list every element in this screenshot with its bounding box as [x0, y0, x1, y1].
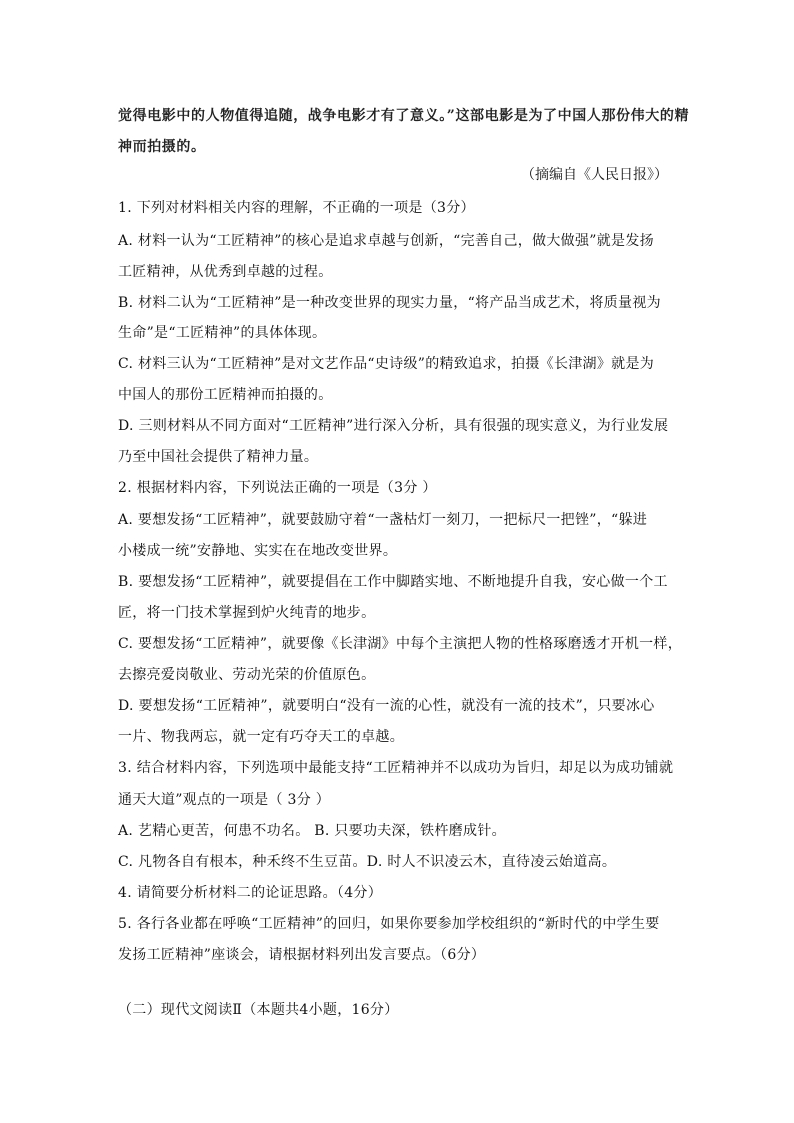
question-3-options-cd: C. 凡物各自有根本，种禾终不生豆苗。D. 时人不识凌云木，直待凌云始道高。 [118, 854, 617, 870]
question-5-stem: 5. 各行各业都在呼唤“工匠精神”的回归，如果你要参加学校组织的“新时代的中学生要 [118, 916, 660, 932]
question-2-option-d-cont: 一片、物我两忘，就一定有巧夺天工的卓越。 [118, 729, 404, 745]
question-1-option-c: C. 材料三认为“工匠精神”是对文艺作品“史诗级”的精致追求，拍摄《长津湖》就是为 [118, 356, 655, 372]
question-2-option-d: D. 要想发扬“工匠精神”，就要明白“没有一流的心性，就没有一流的技术”，只要冰心 [118, 698, 655, 714]
question-1-option-c-cont: 中国人的那份工匠精神而拍摄的。 [118, 387, 333, 403]
question-1-option-d: D. 三则材料从不同方面对“工匠精神”进行深入分析，具有很强的现实意义，为行业发展 [118, 418, 669, 434]
intro-line-2: 神而拍摄的。 [118, 139, 206, 155]
question-2-option-b: B. 要想发扬“工匠精神”，就要提倡在工作中脚踏实地、不断地提升自我，安心做一个工 [118, 574, 668, 590]
source-citation: （摘编自《人民日报》） [521, 167, 668, 183]
question-3-options-ab: A. 艺精心更苦，何患不功名。 B. 只要功夫深，铁杵磨成针。 [118, 823, 506, 839]
question-1-stem: 1. 下列对材料相关内容的理解，不正确的一项是（3分） [118, 200, 475, 216]
question-2-option-b-cont: 匠，将一门技术掌握到炉火纯青的地步。 [118, 605, 376, 621]
question-2-option-c-cont: 去擦亮爱岗敬业、劳动光荣的价值原色。 [118, 667, 376, 683]
question-2-option-a: A. 要想发扬“工匠精神”，就要鼓励守着“一盏枯灯一刻刀，一把标尺一把锉”，“躲进 [118, 512, 648, 528]
question-2-stem: 2. 根据材料内容，下列说法正确的一项是（3分 ） [118, 480, 437, 496]
intro-line-1: 觉得电影中的人物值得追随，战争电影才有了意义。”这部电影是为了中国人那份伟大的精 [118, 108, 690, 124]
question-1-option-d-cont: 乃至中国社会提供了精神力量。 [118, 449, 319, 465]
question-1-option-a: A. 材料一认为“工匠精神”的核心是追求卓越与创新，“完善自己，做大做强”就是发扬 [118, 233, 654, 249]
question-4-stem: 4. 请简要分析材料二的论证思路。（4分） [118, 885, 383, 901]
question-1-option-b-cont: 生命”是“工匠精神”的具体体现。 [118, 325, 327, 341]
question-2-option-a-cont: 小楼成一统”安静地、实实在在地改变世界。 [118, 543, 398, 559]
question-2-option-c: C. 要想发扬“工匠精神”，就要像《长津湖》中每个主演把人物的性格琢磨透才开机一样， [118, 636, 683, 652]
question-1-option-a-cont: 工匠精神，从优秀到卓越的过程。 [118, 264, 333, 280]
question-5-stem-cont: 发扬工匠精神”座谈会，请根据材料列出发言要点。（6分） [118, 947, 486, 963]
section-heading: （二）现代文阅读Ⅱ（本题共4小题，16分） [118, 1002, 399, 1018]
question-1-option-b: B. 材料二认为“工匠精神”是一种改变世界的现实力量，“将产品当成艺术，将质量视为 [118, 295, 661, 311]
question-3-stem-cont: 通天大道”观点的一项是（ 3分 ） [118, 792, 331, 808]
question-3-stem: 3. 结合材料内容，下列选项中最能支持“工匠精神并不以成功为旨归，却足以为成功铺就 [118, 760, 674, 776]
